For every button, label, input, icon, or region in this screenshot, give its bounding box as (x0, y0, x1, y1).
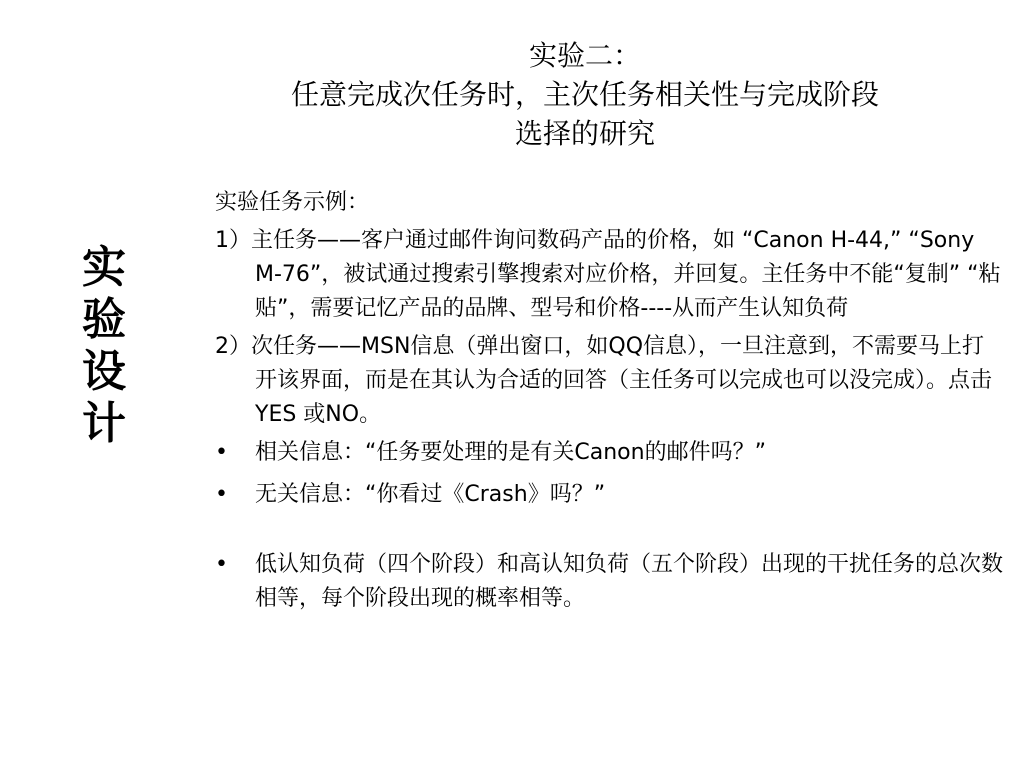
slide-body (215, 186, 1005, 624)
side-title-char: 实 (82, 242, 126, 293)
body-heading: 实验任务示例： (215, 190, 370, 215)
slide-title (200, 36, 970, 153)
bullet-marker: • (215, 440, 228, 465)
spacer (215, 520, 1005, 548)
bullet-text: 无关信息：“你看过《Crash》吗？” (255, 482, 606, 507)
bullet-text: 低认知负荷（四个阶段）和高认知负荷（五个阶段）出现的干扰任务的总次数相等，每个阶段出现的概率相等。 (255, 552, 1004, 611)
title-line-2: 任意完成次任务时，主次任务相关性与完成阶段 (290, 78, 879, 111)
side-title-char: 设 (82, 346, 126, 397)
bullet-item-unrelated (215, 478, 1005, 512)
title-line-1: 实验二： (528, 39, 641, 72)
bullet-marker: • (215, 482, 228, 507)
side-title-char: 验 (82, 294, 126, 345)
bullet-text: 相关信息：“任务要处理的是有关Canon的邮件吗？” (255, 440, 766, 465)
bullet-item-related (215, 436, 1005, 470)
main-task-paragraph: 1）主任务——客户通过邮件询问数码产品的价格，如 “Canon H-44,” “Sony M-76”，被试通过搜索引擎搜索对应价格，并回复。主任务中不能“复制” “粘贴”，需要记忆产品的品牌、型号和价格----从而产生认知负荷 (215, 228, 1001, 321)
bullet-item-load (215, 548, 1005, 616)
bullet-marker: • (215, 552, 228, 577)
side-vertical-title (72, 242, 136, 450)
title-line-3: 选择的研究 (514, 117, 655, 150)
secondary-task-paragraph: 2）次任务——MSN信息（弹出窗口，如QQ信息），一旦注意到，不需要马上打开该界面，而是在其认为合适的回答（主任务可以完成也可以没完成）。点击YES 或NO。 (215, 334, 993, 427)
side-title-char: 计 (82, 398, 126, 449)
